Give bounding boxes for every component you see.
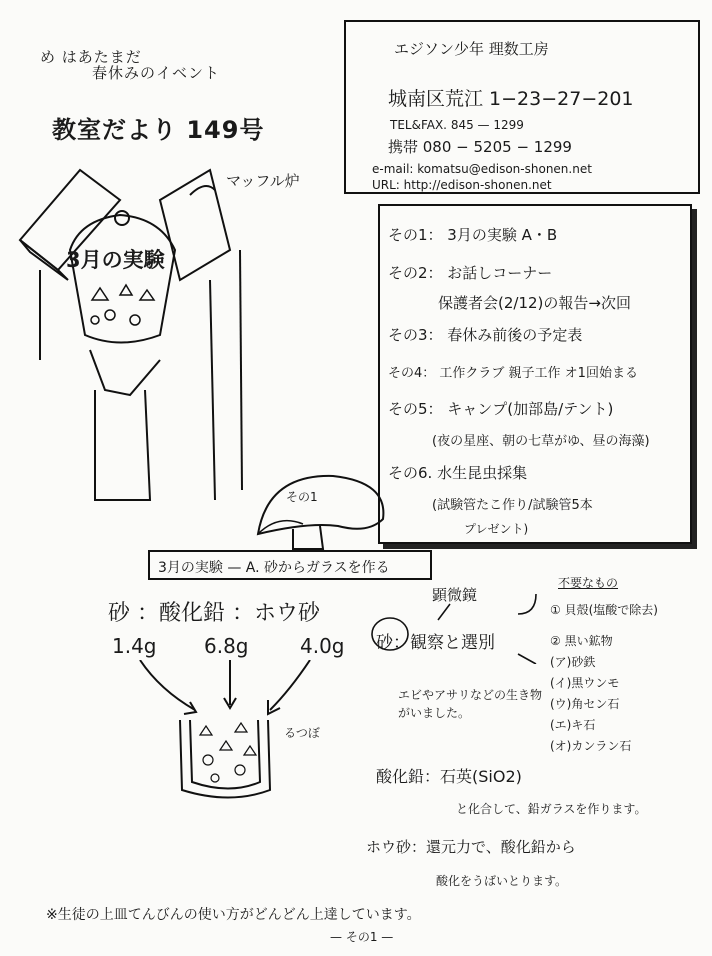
microscope-label: 顕微鏡 (432, 586, 478, 604)
contact-box (344, 20, 700, 194)
mushroom-label: その1 (286, 490, 318, 504)
experiment-banner-text: 3月の実験 — A. 砂からガラスを作る (158, 560, 390, 576)
experiment-formula: 砂 ：酸化鉛 ：ホウ砂 (108, 601, 320, 626)
unneeded-list (550, 574, 710, 754)
contact-mobile: 携帯 080 − 5205 − 1299 (388, 138, 572, 156)
newsletter-title: 教室だより 149号 (52, 116, 265, 144)
contact-email: e-mail: komatsu@edison-shonen.net (372, 162, 592, 176)
sand-observe: 砂：観察と選別 (376, 633, 495, 653)
borax-note: ホウ砂：還元力で、酸化鉛から (366, 838, 576, 856)
lead-oxide-note: 酸化鉛：石英(SiO2) (376, 767, 522, 786)
unneeded-item: (ウ)角セン石 (550, 697, 620, 711)
toc-box (378, 204, 692, 544)
unneeded-title: 不要なもの (558, 576, 619, 590)
page-number: — その1 — (330, 930, 394, 944)
footer-note: ※生徒の上皿てんびんの使い方がどんどん上達しています。 (46, 907, 421, 923)
toc-item-6-sub2: プレゼント) (464, 522, 529, 536)
unneeded-item: (ア)砂鉄 (550, 655, 596, 669)
lead-glass-note: と化合して、鉛ガラスを作ります。 (456, 802, 647, 816)
contact-url: URL: http://edison-shonen.net (372, 178, 552, 192)
toc-item-5-sub: (夜の星座、朝の七草がゆ、昼の海藻) (432, 434, 650, 449)
toc-item-5: その5： キャンプ(加部島/テント) (388, 400, 614, 418)
amount-lead-oxide: 6.8g (204, 634, 249, 658)
toc-item-3: その3： 春休み前後の予定表 (388, 326, 583, 344)
contact-org: エジソン少年 理数工房 (394, 40, 549, 58)
unneeded-item: (オ)カンラン石 (550, 739, 632, 753)
unneeded-item: ① 貝殻(塩酸で除去) (550, 603, 658, 617)
crucible-label: るつぼ (284, 726, 320, 740)
mushroom-drawing (248, 464, 398, 554)
header-line2: 春休みのイベント (92, 64, 221, 82)
amount-borax: 4.0g (300, 634, 345, 658)
toc-item-6-sub: (試験管たこ作り/試験管5本 (432, 498, 593, 513)
unneeded-item: (エ)キ石 (550, 718, 596, 732)
furnace-label: マッフル炉 (226, 172, 300, 190)
contact-address: 城南区荒江 1−23−27−201 (388, 88, 634, 110)
toc-item-1: その1： 3月の実験 A・B (388, 226, 558, 244)
furnace-title: 3月の実験 (66, 248, 165, 272)
toc-item-6: その6. 水生昆虫採集 (388, 464, 528, 482)
toc-item-2-sub: 保護者会(2/12)の報告→次回 (438, 294, 631, 312)
borax-note-2: 酸化をうばいとります。 (436, 874, 568, 888)
toc-item-2: その2： お話しコーナー (388, 264, 553, 282)
toc-item-4: その4： 工作クラブ 親子工作 オ1回始まる (388, 366, 638, 381)
header-line1: め はあたまだ (40, 48, 142, 66)
sand-found: エビやアサリなどの生き物がいました。 (398, 688, 543, 720)
unneeded-item: ② 黒い鉱物 (550, 634, 613, 648)
amount-sand: 1.4g (112, 634, 157, 658)
unneeded-item: (イ)黒ウンモ (550, 676, 620, 690)
contact-tel: TEL&FAX. 845 — 1299 (390, 118, 524, 132)
